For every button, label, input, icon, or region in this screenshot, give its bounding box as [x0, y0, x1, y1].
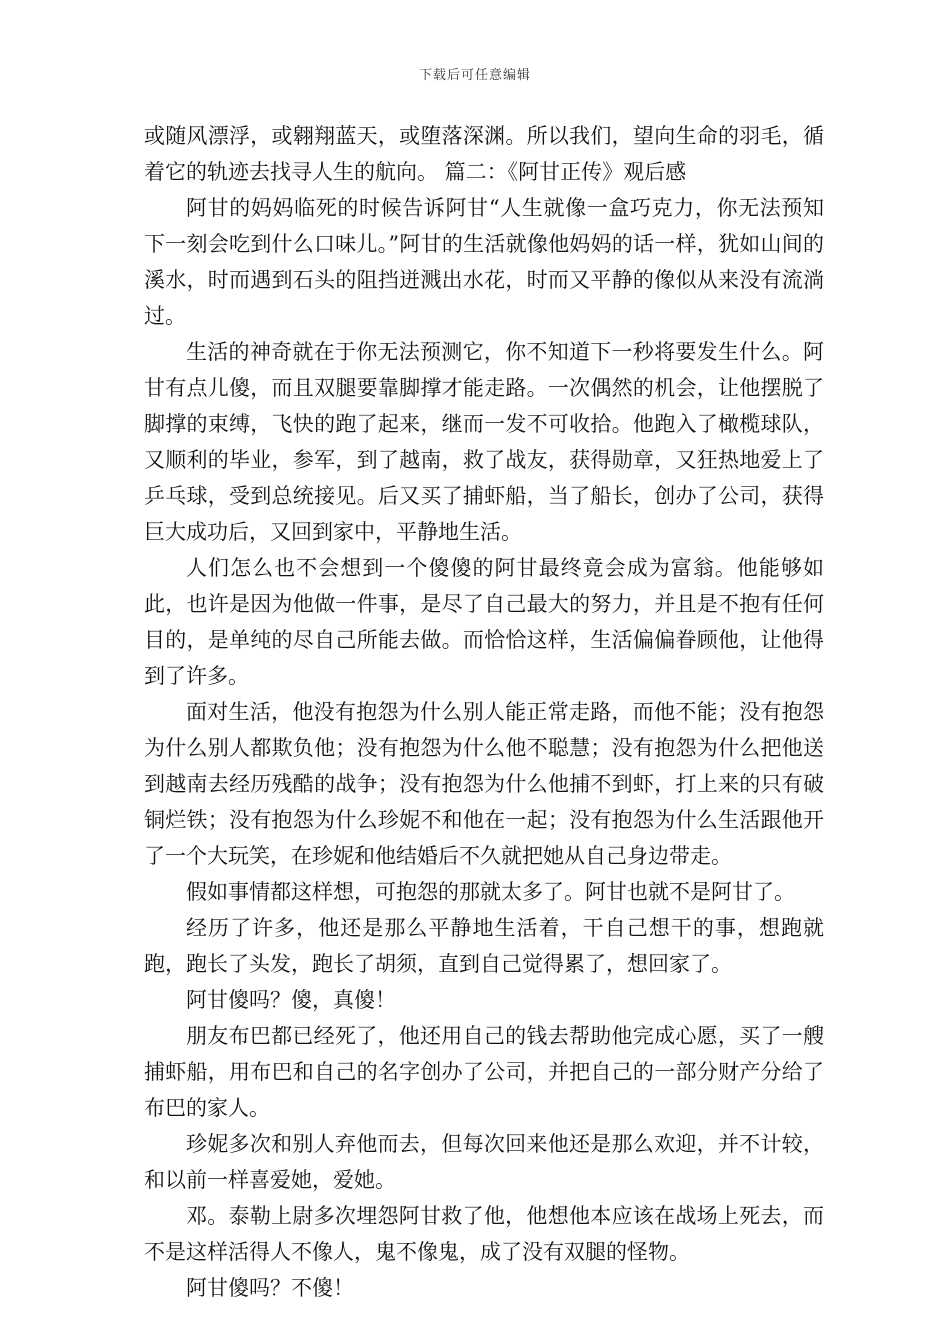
paragraph-1: 或随风漂浮，或翱翔蓝天，或堕落深渊。所以我们，望向生命的羽毛，循着它的轨迹去找寻人生的航向。 篇二：《阿甘正传》观后感 [144, 124, 824, 184]
paragraph-12: 阿甘傻吗？不傻！ [186, 1276, 354, 1300]
paragraph-7: 经历了许多，他还是那么平静地生活着，干自己想干的事，想跑就跑，跑长了头发，跑长了胡须，直到自己觉得累了，想回家了。 [144, 916, 824, 976]
page-header: 下载后可任意编辑 [418, 68, 531, 83]
paragraph-8: 阿甘傻吗？傻，真傻！ [186, 988, 396, 1012]
paragraph-10: 珍妮多次和别人弃他而去，但每次回来他还是那么欢迎，并不计较，和以前一样喜爱她，爱她。 [144, 1132, 824, 1192]
document-body [144, 118, 824, 1306]
paragraph-4: 人们怎么也不会想到一个傻傻的阿甘最终竟会成为富翁。他能够如此，也许是因为他做一件事，是尽了自己最大的努力，并且是不抱有任何目的，是单纯的尽自己所能去做。而恰恰这样，生活偏偏眷顾他，让他得到了许多。 [144, 556, 824, 688]
paragraph-11: 邓。泰勒上尉多次埋怨阿甘救了他，他想他本应该在战场上死去，而不是这样活得人不像人，鬼不像鬼，成了没有双腿的怪物。 [144, 1204, 824, 1264]
paragraph-3: 生活的神奇就在于你无法预测它，你不知道下一秒将要发生什么。阿甘有点儿傻，而且双腿要靠脚撑才能走路。一次偶然的机会，让他摆脱了脚撑的束缚，飞快的跑了起来，继而一发不可收拾。他跑入了橄榄球队，又顺利的毕业，参军，到了越南，救了战友，获得勋章，又狂热地爱上了乒乓球，受到总统接见。后又买了捕虾船，当了船长，创办了公司，获得巨大成功后，又回到家中，平静地生活。 [144, 340, 824, 544]
paragraph-2: 阿甘的妈妈临死的时候告诉阿甘“人生就像一盒巧克力，你无法预知下一刻会吃到什么口味儿。”阿甘的生活就像他妈妈的话一样，犹如山间的溪水，时而遇到石头的阻挡迸溅出水花，时而又平静的像似从来没有流淌过。 [144, 196, 824, 328]
paragraph-9: 朋友布巴都已经死了，他还用自己的钱去帮助他完成心愿，买了一艘捕虾船，用布巴和自己的名字创办了公司，并把自己的一部分财产分给了布巴的家人。 [144, 1024, 824, 1120]
paragraph-5: 面对生活，他没有抱怨为什么别人能正常走路，而他不能；没有抱怨为什么别人都欺负他；没有抱怨为什么他不聪慧；没有抱怨为什么把他送到越南去经历残酷的战争；没有抱怨为什么他捕不到虾，打上来的只有破铜烂铁；没有抱怨为什么珍妮不和他在一起；没有抱怨为什么生活跟他开了一个大玩笑，在珍妮和他结婚后不久就把她从自己身边带走。 [144, 700, 824, 868]
paragraph-6: 假如事情都这样想，可抱怨的那就太多了。阿甘也就不是阿甘了。 [186, 880, 795, 904]
